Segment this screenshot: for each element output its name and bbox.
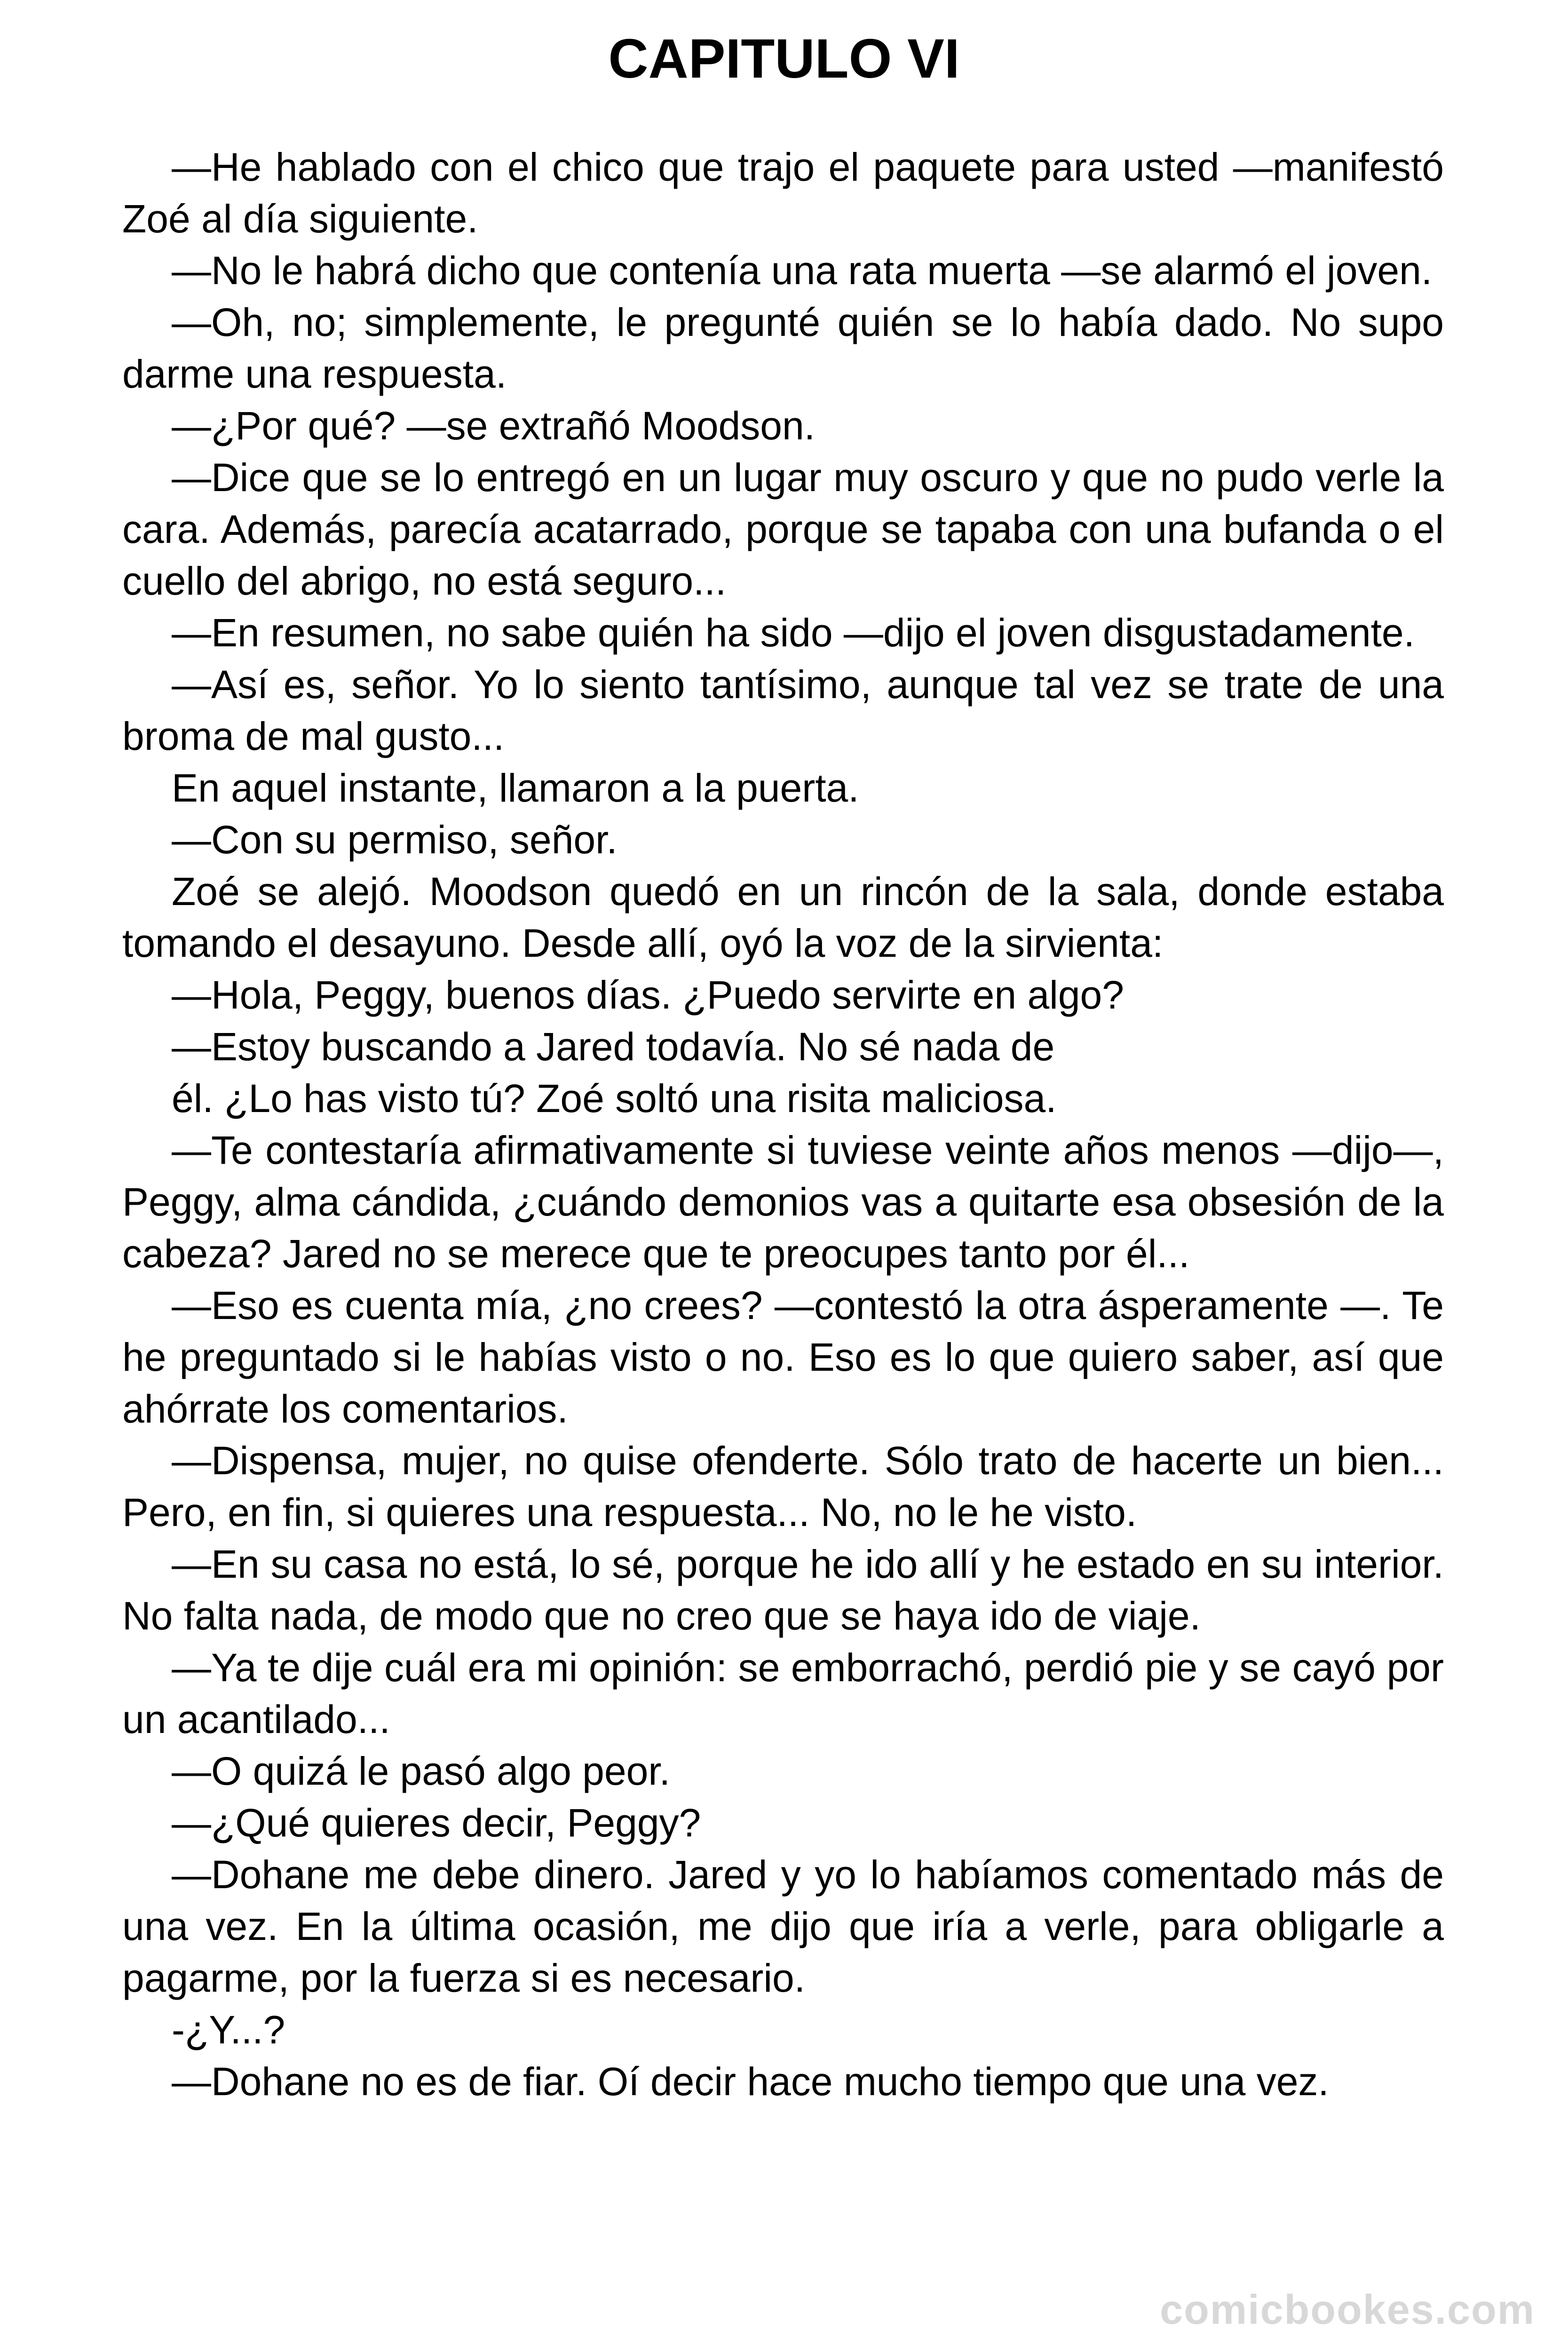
paragraph: —Ya te dije cuál era mi opinión: se emborrachó, perdió pie y se cayó por un acantilado... — [122, 1645, 1444, 1741]
paragraph: —Oh, no; simplemente, le pregunté quién se lo había dado. No supo darme una respuesta. — [122, 300, 1444, 396]
paragraph: él. ¿Lo has visto tú? Zoé soltó una risita maliciosa. — [172, 1076, 1057, 1120]
paragraph: —Dice que se lo entregó en un lugar muy oscuro y que no pudo verle la cara. Además, parecía acatarrado, porque se tapaba con una bufanda o el cuello del abrigo, no está seguro... — [122, 455, 1444, 603]
paragraph: —¿Por qué? —se extrañó Moodson. — [172, 404, 816, 448]
paragraph: —Dohane me debe dinero. Jared y yo lo habíamos comentado más de una vez. En la última ocasión, me dijo que iría a verle, para obligarle a pagarme, por la fuerza si es necesario. — [122, 1852, 1444, 2000]
paragraph: —Dohane no es de fiar. Oí decir hace mucho tiempo que una vez. — [172, 2059, 1329, 2104]
paragraph: —Así es, señor. Yo lo siento tantísimo, aunque tal vez se trate de una broma de mal gusto... — [122, 662, 1444, 758]
paragraph: —Con su permiso, señor. — [172, 818, 618, 862]
paragraph: —En resumen, no sabe quién ha sido —dijo el joven disgustadamente. — [172, 611, 1415, 655]
watermark: comicbookes.com — [1160, 2286, 1535, 2333]
paragraph: Zoé se alejó. Moodson quedó en un rincón de la sala, donde estaba tomando el desayuno. Desde allí, oyó la voz de la sirvienta: — [122, 869, 1444, 965]
paragraph: -¿Y...? — [172, 2008, 285, 2052]
paragraph: —Hola, Peggy, buenos días. ¿Puedo servirte en algo? — [172, 973, 1124, 1017]
paragraph: —Dispensa, mujer, no quise ofenderte. Sólo trato de hacerte un bien... Pero, en fin, si quieres una respuesta... No, no le he visto. — [122, 1438, 1444, 1534]
paragraph: —Eso es cuenta mía, ¿no crees? —contestó la otra ásperamente —. Te he preguntado si le habías visto o no. Eso es lo que quiero saber, así que ahórrate los comentarios. — [122, 1283, 1444, 1431]
paragraph: En aquel instante, llamaron a la puerta. — [172, 766, 859, 810]
chapter-body — [122, 141, 1444, 2107]
paragraph: —He hablado con el chico que trajo el paquete para usted —manifestó Zoé al día siguiente. — [122, 145, 1444, 241]
paragraph: —Te contestaría afirmativamente si tuviese veinte años menos —dijo—, Peggy, alma cándida, ¿cuándo demonios vas a quitarte esa obsesión de la cabeza? Jared no se merece que te preocupes tanto por él... — [122, 1128, 1444, 1276]
chapter-title: CAPITULO VI — [608, 28, 960, 90]
paragraph: —No le habrá dicho que contenía una rata muerta —se alarmó el joven. — [172, 248, 1433, 293]
paragraph: —O quizá le pasó algo peor. — [172, 1749, 671, 1793]
paragraph: —Estoy buscando a Jared todavía. No sé nada de — [172, 1025, 1055, 1069]
paragraph: —¿Qué quieres decir, Peggy? — [172, 1801, 701, 1845]
paragraph: —En su casa no está, lo sé, porque he ido allí y he estado en su interior. No falta nada, de modo que no creo que se haya ido de viaje. — [122, 1542, 1444, 1638]
